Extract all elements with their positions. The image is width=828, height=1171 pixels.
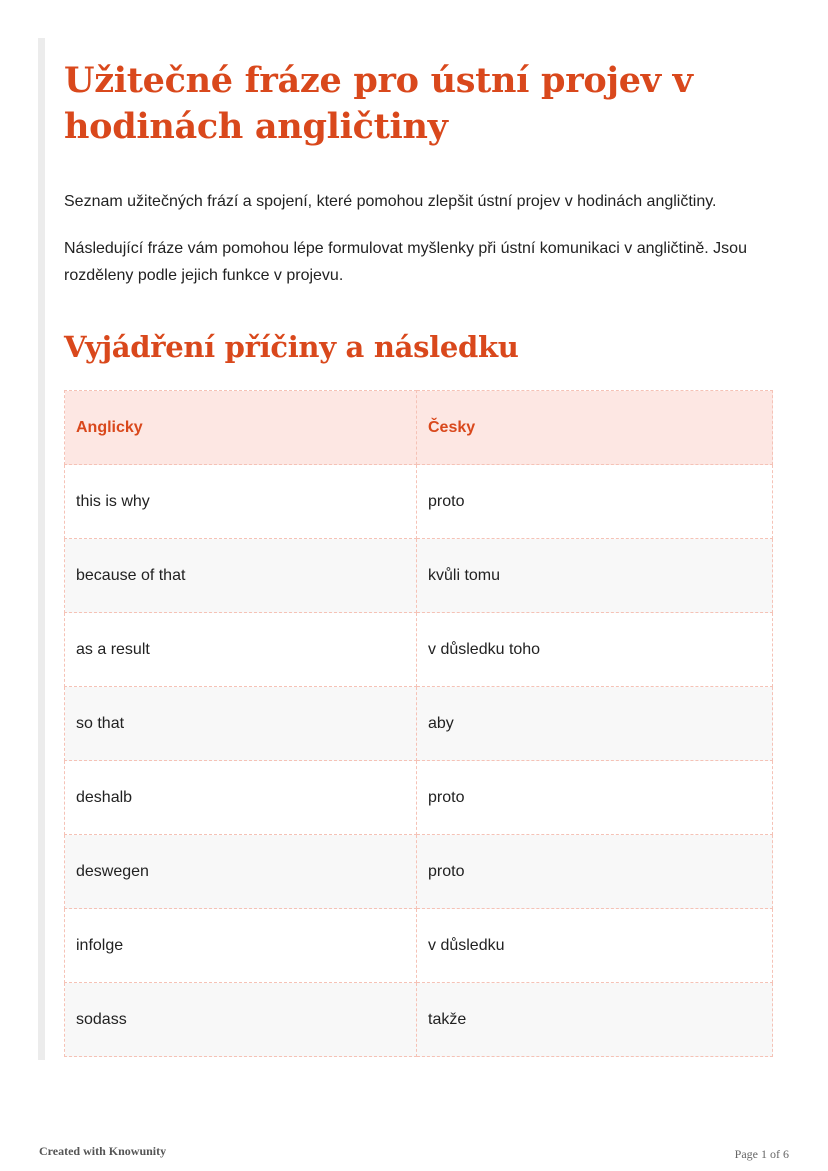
table-row [65, 539, 773, 613]
left-margin-rule [38, 38, 45, 1060]
english-phrase: so that [65, 687, 417, 761]
table-row [65, 909, 773, 983]
footer-page-number: Page 1 of 6 [734, 1147, 789, 1161]
english-phrase: deshalb [65, 761, 417, 835]
czech-phrase: proto [417, 465, 773, 539]
page-title: Užitečné fráze pro ústní projev v hodinách angličtiny [64, 60, 693, 147]
czech-phrase: aby [417, 687, 773, 761]
phrases-table [64, 390, 773, 1057]
english-phrase: sodass [65, 983, 417, 1057]
czech-phrase: takže [417, 983, 773, 1057]
table-row [65, 983, 773, 1057]
intro-paragraph-2: Následující fráze vám pomohou lépe formulovat myšlenky při ústní komunikaci v angličtině. Jsou rozděleny podle jejich funkce v projevu. [64, 240, 747, 284]
document-body [64, 58, 772, 365]
czech-phrase: v důsledku [417, 909, 773, 983]
column-header-czech: Česky [417, 391, 773, 465]
section-title: Vyjádření příčiny a následku [64, 330, 519, 364]
czech-phrase: kvůli tomu [417, 539, 773, 613]
intro-paragraph-1: Seznam užitečných frází a spojení, které pomohou zlepšit ústní projev v hodinách angličtiny. [64, 193, 717, 210]
czech-phrase: v důsledku toho [417, 613, 773, 687]
column-header-english: Anglicky [65, 391, 417, 465]
czech-phrase: proto [417, 835, 773, 909]
english-phrase: this is why [65, 465, 417, 539]
footer-created-with: Created with Knowunity [39, 1144, 167, 1158]
table-row [65, 687, 773, 761]
english-phrase: because of that [65, 539, 417, 613]
table-row [65, 835, 773, 909]
table-row [65, 613, 773, 687]
table-header-row [65, 391, 773, 465]
table-row [65, 465, 773, 539]
english-phrase: infolge [65, 909, 417, 983]
english-phrase: deswegen [65, 835, 417, 909]
czech-phrase: proto [417, 761, 773, 835]
table-row [65, 761, 773, 835]
english-phrase: as a result [65, 613, 417, 687]
